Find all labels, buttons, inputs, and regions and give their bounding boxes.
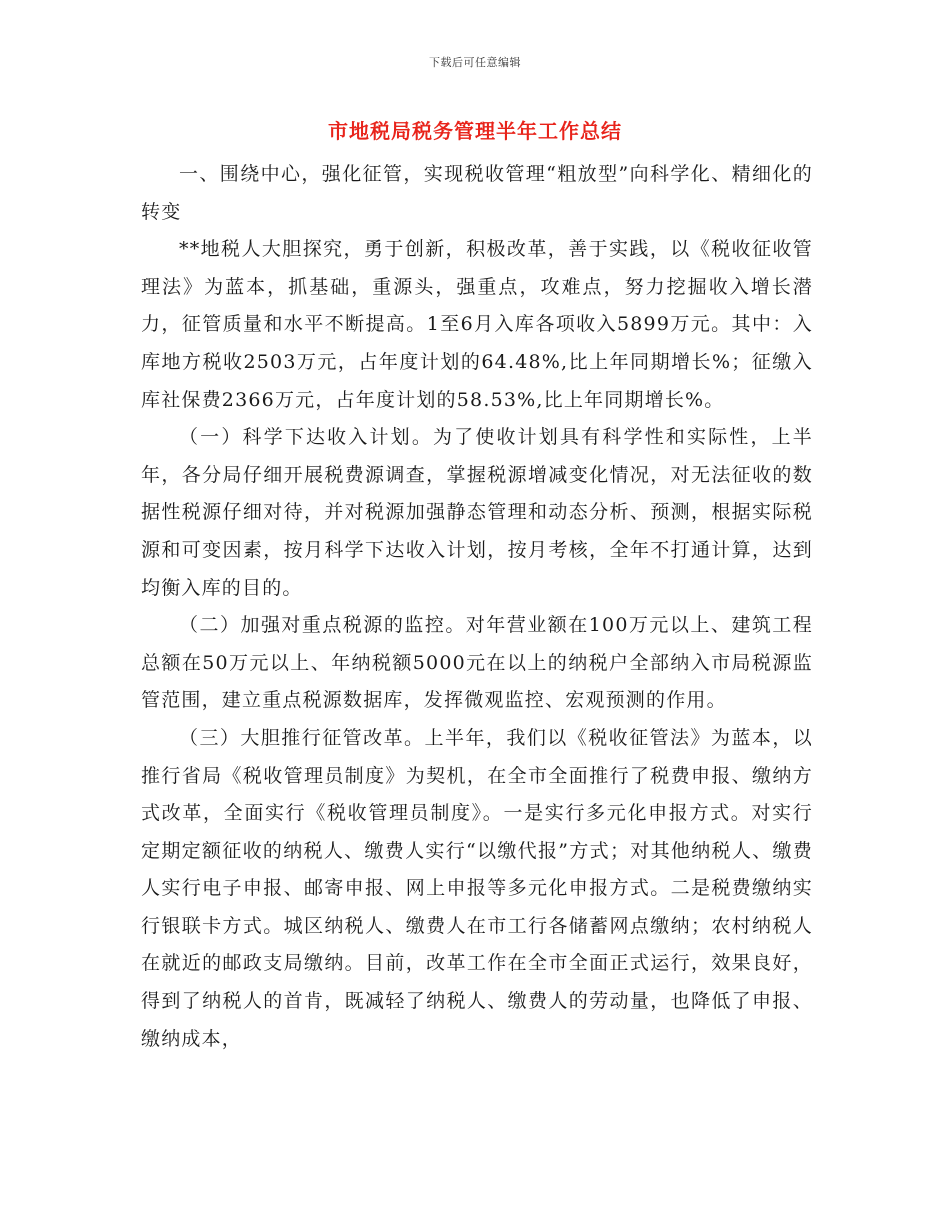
header-note: 下载后可任意编辑	[429, 56, 521, 69]
paragraph-overview: **地税人大胆探究，勇于创新，积极改革，善于实践，以《税收征收管理法》为蓝本，抓基础，重源头，强重点，攻难点，努力挖掘收入增长潜力，征管质量和水平不断提高。1至6月入库各项收入5899万元。其中：入库地方税收2503万元，占年度计划的64.48%,比上年同期增长%；征缴入库社保费2366万元，占年度计划的58.53%,比上年同期增长%。	[141, 238, 813, 411]
paragraph-reform: （三）大胆推行征管改革。上半年，我们以《税收征管法》为蓝本，以推行省局《税收管理员制度》为契机，在全市全面推行了税费申报、缴纳方式改革，全面实行《税收管理员制度》。一是实行多元化申报方式。对实行定期定额征收的纳税人、缴费人实行“以缴代报”方式；对其他纳税人、缴费人实行电子申报、邮寄申报、网上申报等多元化申报方式。二是税费缴纳实行银联卡方式。城区纳税人、缴费人在市工行各储蓄网点缴纳；农村纳税人在就近的邮政支局缴纳。目前，改革工作在全市全面正式运行，效果良好，得到了纳税人的首肯，既减轻了纳税人、缴费人的劳动量，也降低了申报、缴纳成本，	[141, 726, 813, 1050]
paragraph-key-tax-sources: （二）加强对重点税源的监控。对年营业额在100万元以上、建筑工程总额在50万元以上、年纳税额5000元在以上的纳税户全部纳入市局税源监管范围，建立重点税源数据库，发挥微观监控、宏观预测的作用。	[141, 614, 813, 712]
document-body	[141, 156, 813, 1058]
document-title: 市地税局税务管理半年工作总结	[328, 119, 622, 143]
section-heading-1: 一、围绕中心，强化征管，实现税收管理“粗放型”向科学化、精细化的转变	[141, 163, 813, 223]
paragraph-income-plan: （一）科学下达收入计划。为了使收计划具有科学性和实际性，上半年，各分局仔细开展税费源调查，掌握税源增减变化情况，对无法征收的数据性税源仔细对待，并对税源加强静态管理和动态分析、预测，根据实际税源和可变因素，按月科学下达收入计划，按月考核，全年不打通计算，达到均衡入库的目的。	[141, 426, 813, 599]
